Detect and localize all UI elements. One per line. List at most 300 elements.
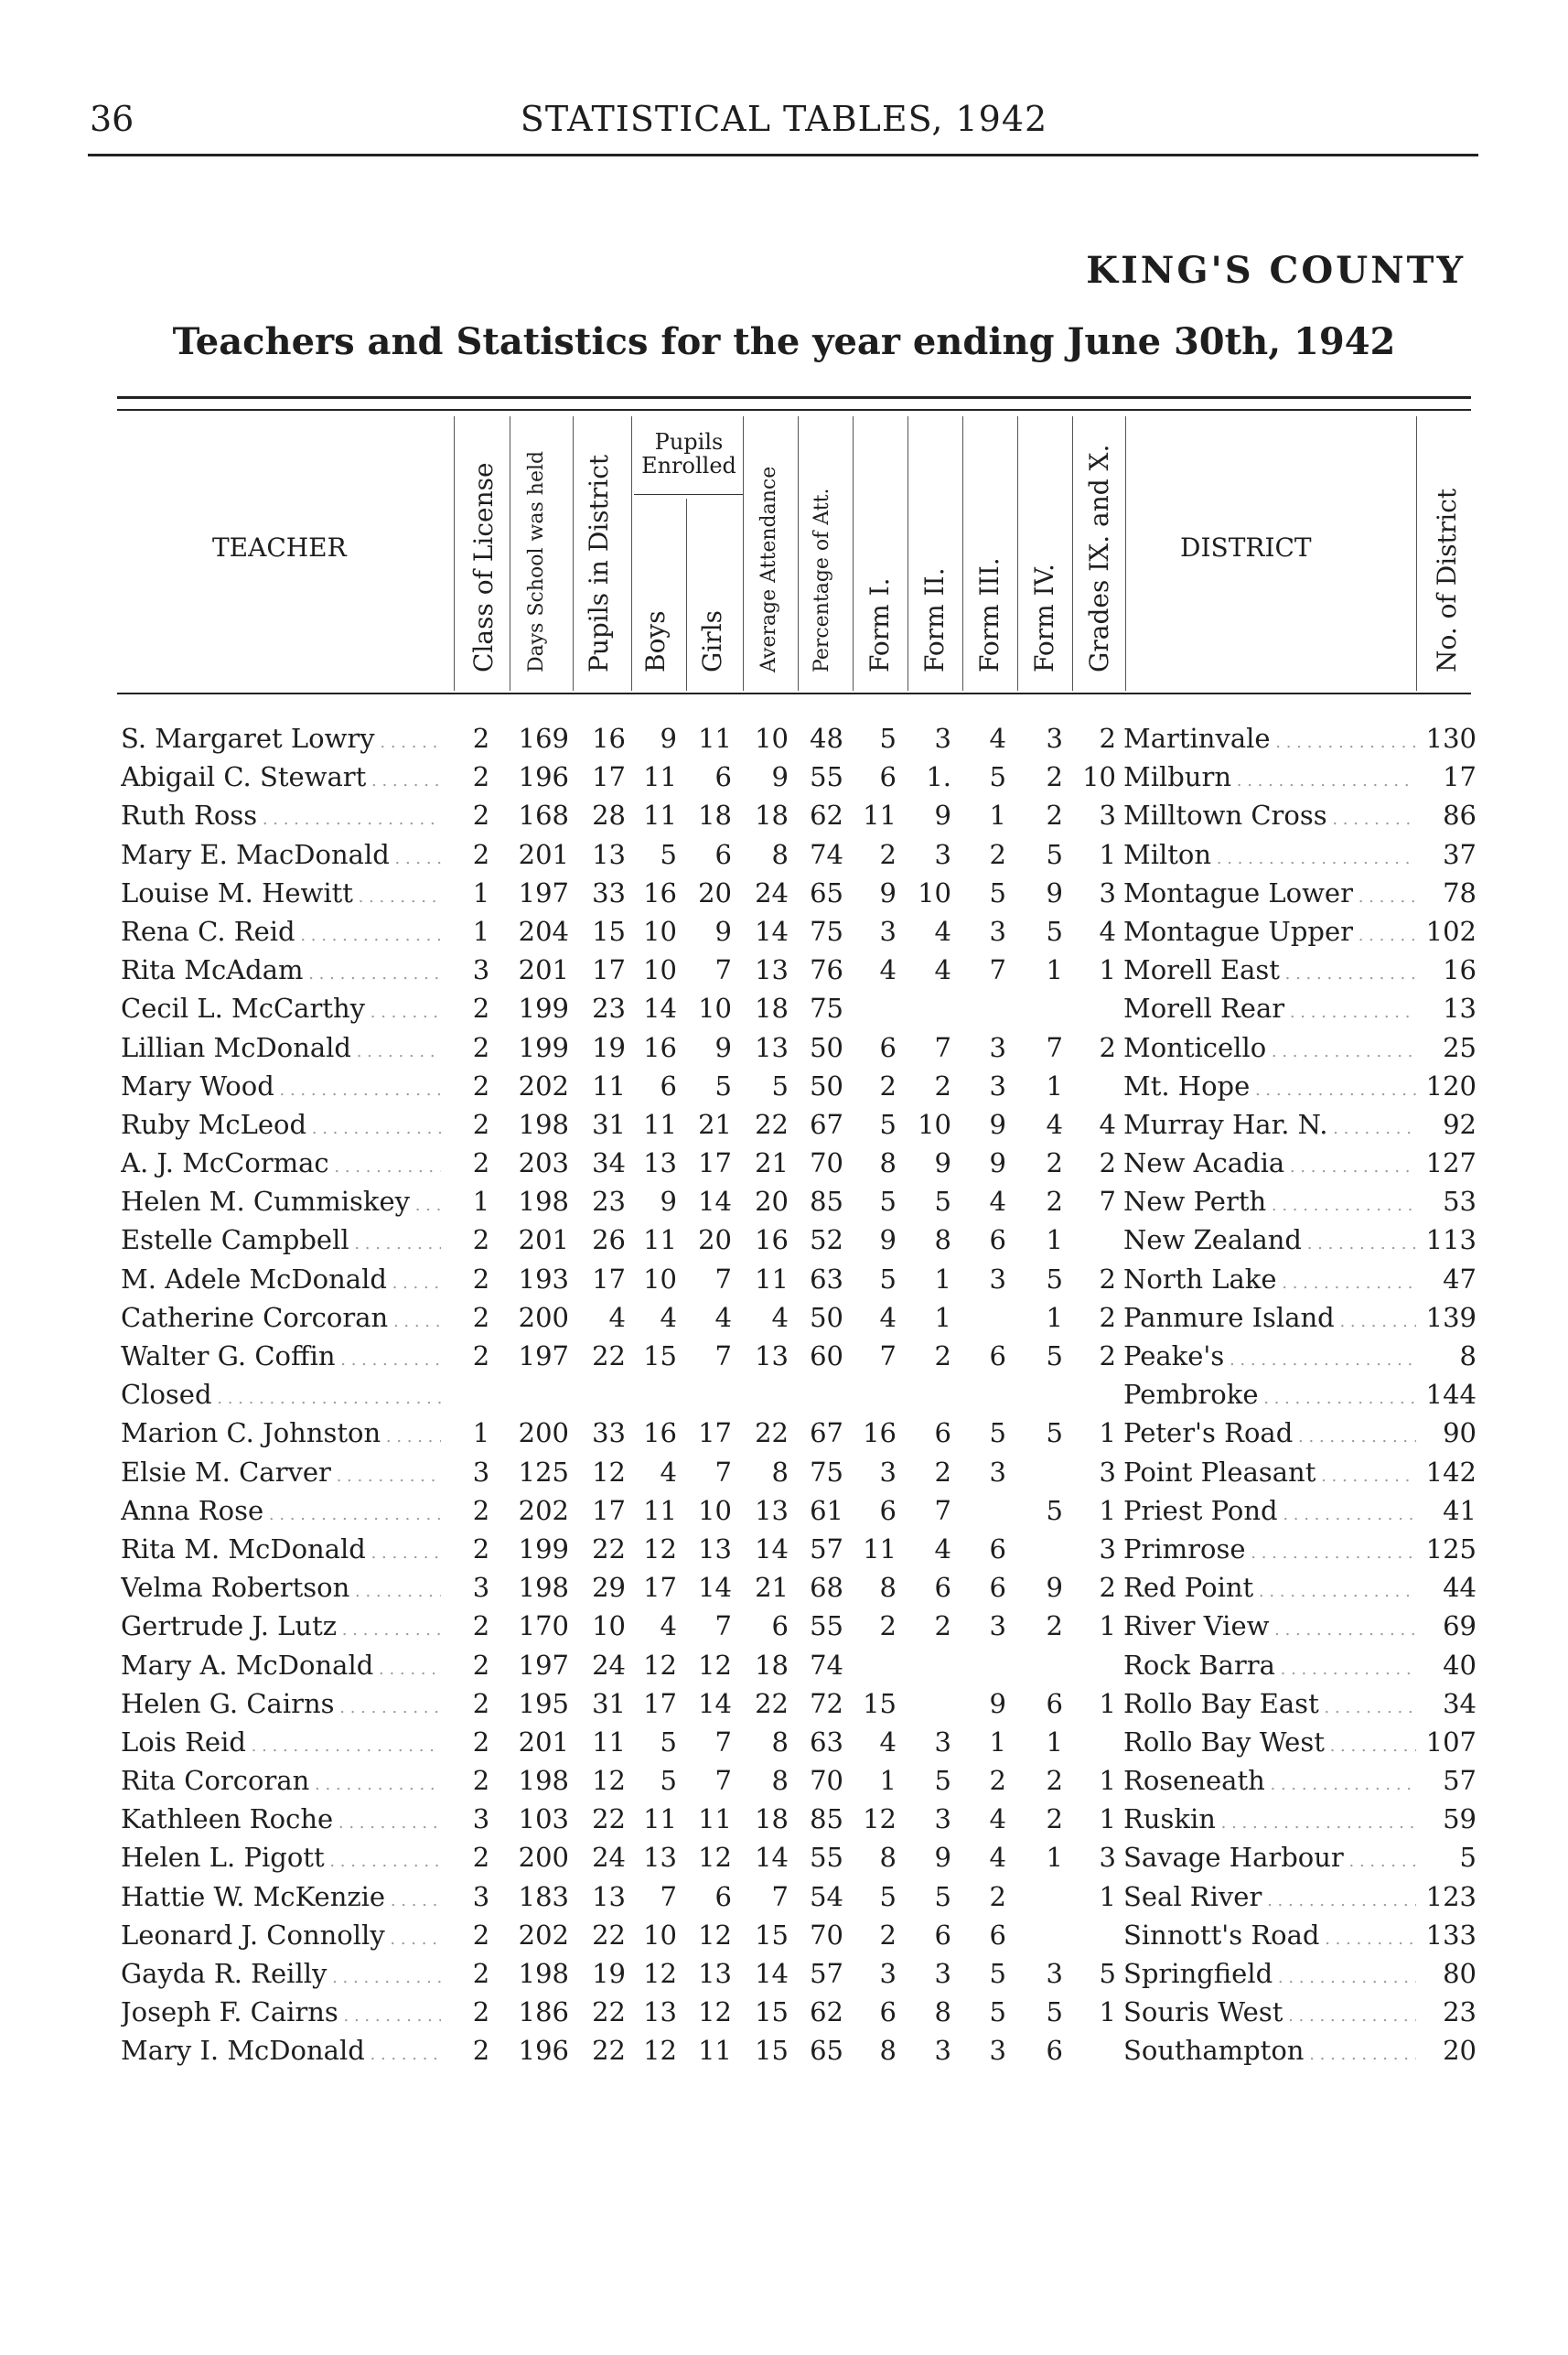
- girls-count: 10: [698, 993, 732, 1025]
- days-school-held: 198: [518, 1765, 569, 1797]
- days-school-held: 170: [518, 1610, 569, 1642]
- form3-count: 5: [989, 876, 1006, 909]
- girls-count: 7: [714, 1610, 732, 1642]
- teacher-name: Cecil L. McCarthy . . .: [121, 993, 441, 1024]
- class-of-license: 2: [472, 1919, 490, 1951]
- table-row: [0, 1995, 1568, 2033]
- girls-count: 7: [714, 1765, 732, 1797]
- pupils-in-district: 19: [592, 1031, 626, 1063]
- district-number: 107: [1425, 1726, 1477, 1758]
- table-row: [0, 1763, 1568, 1801]
- district-number: 53: [1443, 1186, 1477, 1218]
- boys-count: 17: [643, 1687, 677, 1719]
- form1-count: 3: [879, 1456, 897, 1488]
- table-row: [0, 759, 1568, 798]
- grades-9-10-count: 3: [1099, 1842, 1116, 1874]
- form2-count: 8: [934, 1224, 951, 1256]
- table-row: [0, 1648, 1568, 1686]
- pupils-in-district: 12: [592, 1765, 626, 1797]
- class-of-license: 2: [472, 1108, 490, 1140]
- average-attendance: 14: [755, 1958, 789, 1989]
- average-attendance: 22: [755, 1687, 789, 1719]
- boys-count: 13: [643, 1147, 677, 1179]
- average-attendance: 8: [771, 1765, 789, 1797]
- boys-count: 7: [660, 1880, 677, 1912]
- table-row: [0, 1184, 1568, 1222]
- district-name: Savage Harbour . . .: [1123, 1842, 1416, 1873]
- class-of-license: 2: [472, 1263, 490, 1295]
- form1-count: 3: [879, 1958, 897, 1989]
- form4-count: 5: [1046, 1494, 1063, 1526]
- pupils-in-district: 26: [592, 1224, 626, 1256]
- boys-count: 12: [643, 2035, 677, 2067]
- teacher-name: S. Margaret Lowry . . .: [121, 723, 441, 754]
- table-row: [0, 1377, 1568, 1415]
- boys-count: 10: [643, 1263, 677, 1295]
- form4-count: 5: [1046, 915, 1063, 947]
- table-row: [0, 798, 1568, 836]
- pupils-in-district: 23: [592, 993, 626, 1025]
- district-name: Ruskin . . .: [1123, 1803, 1416, 1834]
- average-attendance: 8: [771, 1456, 789, 1488]
- days-school-held: 197: [518, 1649, 569, 1681]
- table-row: [0, 2033, 1568, 2071]
- pupils-in-district: 4: [608, 1301, 626, 1333]
- percentage-attendance: 60: [810, 1340, 843, 1371]
- form1-count: 4: [879, 1726, 897, 1758]
- class-of-license: 1: [472, 876, 490, 909]
- district-number: 142: [1425, 1456, 1477, 1488]
- form4-header: Form IV.: [1029, 564, 1059, 672]
- table-row: [0, 1956, 1568, 1995]
- class-of-license: 2: [472, 723, 490, 754]
- table-top-rule-inner: [117, 409, 1471, 411]
- district-number: 25: [1443, 1031, 1477, 1063]
- pupils-in-district: 29: [592, 1572, 626, 1604]
- district-number: 127: [1425, 1147, 1477, 1179]
- column-divider: [853, 416, 854, 691]
- percentage-attendance: 63: [810, 1263, 843, 1295]
- form2-count: 5: [934, 1765, 951, 1797]
- grades-9-10-count: 1: [1099, 954, 1116, 986]
- days-school-held: 200: [518, 1417, 569, 1449]
- form4-count: 3: [1046, 723, 1063, 754]
- grades-9-10-count: 2: [1099, 1147, 1116, 1179]
- girls-header: Girls: [697, 609, 727, 672]
- column-divider: [1017, 416, 1018, 691]
- percentage-attendance: 57: [810, 1532, 843, 1565]
- girls-count: 10: [698, 1494, 732, 1526]
- girls-count: 12: [698, 1842, 732, 1874]
- district-number: 34: [1443, 1687, 1477, 1719]
- class-of-license: 2: [472, 1687, 490, 1719]
- grades-9-10-count: 3: [1099, 876, 1116, 909]
- district-name: Monticello . . .: [1123, 1032, 1416, 1063]
- district-name: Montague Lower . . .: [1123, 877, 1416, 909]
- girls-count: 20: [698, 1224, 732, 1256]
- teacher-name: Velma Robertson . . .: [121, 1572, 441, 1603]
- grades-9-10-count: 1: [1099, 1880, 1116, 1912]
- teacher-name: Lois Reid . . .: [121, 1726, 441, 1758]
- form3-count: 4: [989, 1842, 1006, 1874]
- table-row: [0, 1918, 1568, 1956]
- pupils-in-district: 33: [592, 876, 626, 909]
- form4-count: 1: [1046, 1301, 1063, 1333]
- form4-count: 1: [1046, 1842, 1063, 1874]
- form3-count: 5: [989, 761, 1006, 793]
- header-bottom-rule: [117, 693, 1471, 694]
- county-title: KING'S COUNTY: [1086, 249, 1466, 292]
- teacher-name: Mary E. MacDonald . . .: [121, 839, 441, 870]
- average-attendance: 14: [755, 915, 789, 947]
- form3-count: 6: [989, 1224, 1006, 1256]
- teacher-name: Gertrude J. Lutz . . .: [121, 1610, 441, 1641]
- form1-count: 5: [879, 723, 897, 754]
- pupils-in-district: 22: [592, 1532, 626, 1565]
- district-name: New Perth . . .: [1123, 1186, 1416, 1217]
- teacher-name: Rita McAdam . . .: [121, 954, 441, 985]
- class-of-license: 2: [472, 1301, 490, 1333]
- class-of-license: 2: [472, 1224, 490, 1256]
- boys-count: 6: [660, 1070, 677, 1102]
- form3-count: 4: [989, 1803, 1006, 1835]
- table-row: [0, 1030, 1568, 1069]
- form1-count: 6: [879, 1031, 897, 1063]
- days-school-held: 198: [518, 1958, 569, 1989]
- district-number: 78: [1443, 876, 1477, 909]
- teacher-name: M. Adele McDonald . . .: [121, 1264, 441, 1295]
- form1-count: 7: [879, 1340, 897, 1371]
- teacher-name: Hattie W. McKenzie . . .: [121, 1881, 441, 1912]
- form4-count: 1: [1046, 1726, 1063, 1758]
- percentage-attendance: 75: [810, 1456, 843, 1488]
- teacher-name: Joseph F. Cairns . . .: [121, 1996, 441, 2027]
- girls-count: 9: [714, 915, 732, 947]
- teacher-name: Helen G. Cairns . . .: [121, 1688, 441, 1719]
- class-of-license: 2: [472, 1765, 490, 1797]
- percentage-attendance: 85: [810, 1186, 843, 1218]
- form4-count: 2: [1046, 1186, 1063, 1218]
- class-of-license: 2: [472, 1610, 490, 1642]
- days-school-held: 201: [518, 838, 569, 870]
- pupils-in-district: 22: [592, 1996, 626, 2028]
- form4-count: 3: [1046, 1958, 1063, 1989]
- pupils-in-district: 23: [592, 1186, 626, 1218]
- average-attendance: 7: [771, 1880, 789, 1912]
- district-name: Peake's . . .: [1123, 1340, 1416, 1371]
- teacher-name: A. J. McCormac . . .: [121, 1147, 441, 1178]
- grades-9-10-count: 2: [1099, 1572, 1116, 1604]
- form2-count: 2: [934, 1456, 951, 1488]
- table-row: [0, 1570, 1568, 1608]
- boys-count: 4: [660, 1610, 677, 1642]
- average-attendance: 15: [755, 1996, 789, 2028]
- boys-count: 10: [643, 1919, 677, 1951]
- percentage-header: Percentage of Att.: [811, 488, 833, 672]
- teacher-name: Walter G. Coffin . . .: [121, 1340, 441, 1371]
- teacher-name: Mary A. McDonald . . .: [121, 1650, 441, 1681]
- girls-count: 14: [698, 1572, 732, 1604]
- form3-count: 6: [989, 1572, 1006, 1604]
- district-name: Seal River . . .: [1123, 1881, 1416, 1912]
- table-row: [0, 952, 1568, 991]
- days-school-held: 197: [518, 876, 569, 909]
- form3-count: 3: [989, 1031, 1006, 1063]
- grades-9-10-count: 2: [1099, 1340, 1116, 1371]
- girls-count: 6: [714, 838, 732, 870]
- teacher-name: Helen L. Pigott . . .: [121, 1842, 441, 1873]
- average-attendance: 13: [755, 1031, 789, 1063]
- table-row: [0, 1339, 1568, 1377]
- class-of-license: 2: [472, 993, 490, 1025]
- column-divider: [1125, 416, 1126, 691]
- district-number: 8: [1459, 1340, 1477, 1371]
- table-row: [0, 1840, 1568, 1878]
- class-of-license: 1: [472, 1186, 490, 1218]
- girls-count: 14: [698, 1687, 732, 1719]
- header-rule: [88, 154, 1478, 156]
- grades-9-10-count: 1: [1099, 1494, 1116, 1526]
- district-number: 133: [1425, 1919, 1477, 1951]
- form3-count: 3: [989, 1263, 1006, 1295]
- pupils-in-district: 22: [592, 2035, 626, 2067]
- district-number: 44: [1443, 1572, 1477, 1604]
- grades-9-10-count: 1: [1099, 1765, 1116, 1797]
- average-attendance: 4: [771, 1301, 789, 1333]
- form4-count: 2: [1046, 800, 1063, 832]
- form2-count: 8: [934, 1996, 951, 2028]
- form3-count: 6: [989, 1340, 1006, 1371]
- days-school-held: 196: [518, 2035, 569, 2067]
- district-name: Point Pleasant . . .: [1123, 1457, 1416, 1488]
- district-name: Mt. Hope . . .: [1123, 1070, 1416, 1102]
- teacher-name: Catherine Corcoran . . .: [121, 1302, 441, 1333]
- boys-count: 11: [643, 1803, 677, 1835]
- form1-count: 5: [879, 1186, 897, 1218]
- pupils-in-district: 34: [592, 1147, 626, 1179]
- table-row: [0, 1725, 1568, 1763]
- average-attendance: 21: [755, 1572, 789, 1604]
- form3-count: 4: [989, 723, 1006, 754]
- district-name: Priest Pond . . .: [1123, 1495, 1416, 1526]
- district-name: Rollo Bay East . . .: [1123, 1688, 1416, 1719]
- form1-count: 9: [879, 876, 897, 909]
- grades-9-10-count: 1: [1099, 1687, 1116, 1719]
- days-school-held: 125: [518, 1456, 569, 1488]
- pupils-enrolled-header: Pupils Enrolled: [641, 429, 736, 479]
- pupils-in-district: 13: [592, 838, 626, 870]
- pupils-in-district: 24: [592, 1649, 626, 1681]
- average-attendance: 20: [755, 1186, 789, 1218]
- percentage-attendance: 55: [810, 1610, 843, 1642]
- boys-count: 5: [660, 838, 677, 870]
- no-of-district-header: No. of District: [1432, 488, 1462, 672]
- district-number: 17: [1443, 761, 1477, 793]
- girls-count: 6: [714, 761, 732, 793]
- form2-count: 3: [934, 1958, 951, 1989]
- class-of-license: 3: [472, 1803, 490, 1835]
- form1-count: 5: [879, 1263, 897, 1295]
- boys-count: 5: [660, 1726, 677, 1758]
- district-number: 90: [1443, 1417, 1477, 1449]
- grades-9-10-count: 1: [1099, 1996, 1116, 2028]
- form4-count: 9: [1046, 876, 1063, 909]
- district-name: Springfield . . .: [1123, 1958, 1416, 1989]
- table-row: [0, 1608, 1568, 1647]
- form4-count: 6: [1046, 1687, 1063, 1719]
- form3-count: 1: [989, 800, 1006, 832]
- table-subtitle: Teachers and Statistics for the year ending June 30th, 1942: [172, 320, 1396, 363]
- boys-count: 13: [643, 1996, 677, 2028]
- district-number: 13: [1443, 993, 1477, 1025]
- class-of-license: 1: [472, 1417, 490, 1449]
- district-name: Milburn . . .: [1123, 761, 1416, 792]
- days-school-held: 204: [518, 915, 569, 947]
- form1-count: 6: [879, 1996, 897, 2028]
- table-row: [0, 1801, 1568, 1840]
- district-name: Morell East . . .: [1123, 954, 1416, 985]
- girls-count: 13: [698, 1958, 732, 1989]
- days-school-held: 186: [518, 1996, 569, 2028]
- grades-9-10-count: 4: [1099, 915, 1116, 947]
- boys-count: 11: [643, 800, 677, 832]
- pupils-in-district: 22: [592, 1919, 626, 1951]
- pupils-in-district: 16: [592, 723, 626, 754]
- class-of-license: 2: [472, 1031, 490, 1063]
- form2-count: 2: [934, 1070, 951, 1102]
- average-attendance: 15: [755, 2035, 789, 2067]
- teacher-name: Helen M. Cummiskey . . .: [121, 1186, 441, 1217]
- class-of-license: 2: [472, 1958, 490, 1989]
- average-attendance: 6: [771, 1610, 789, 1642]
- days-school-held: 201: [518, 1224, 569, 1256]
- pupils-in-district: 17: [592, 1494, 626, 1526]
- form2-count: 1.: [926, 761, 951, 793]
- teacher-name: Anna Rose . . .: [121, 1495, 441, 1526]
- form3-count: 4: [989, 1186, 1006, 1218]
- form2-count: 3: [934, 2035, 951, 2067]
- district-number: 37: [1443, 838, 1477, 870]
- form1-count: 6: [879, 761, 897, 793]
- form2-count: 3: [934, 1803, 951, 1835]
- district-number: 102: [1425, 915, 1477, 947]
- district-number: 123: [1425, 1880, 1477, 1912]
- percentage-attendance: 62: [810, 800, 843, 832]
- form4-count: 2: [1046, 1803, 1063, 1835]
- boys-count: 10: [643, 915, 677, 947]
- form1-count: 16: [863, 1417, 897, 1449]
- pupils-in-district: 31: [592, 1687, 626, 1719]
- form4-count: 7: [1046, 1031, 1063, 1063]
- form2-count: 2: [934, 1610, 951, 1642]
- form3-count: 2: [989, 1765, 1006, 1797]
- teacher-name: Ruby McLeod . . .: [121, 1109, 441, 1140]
- form3-count: 7: [989, 954, 1006, 986]
- days-school-held: 198: [518, 1108, 569, 1140]
- table-row: [0, 837, 1568, 876]
- running-title: STATISTICAL TABLES, 1942: [520, 99, 1048, 139]
- form4-count: 9: [1046, 1572, 1063, 1604]
- boys-count: 12: [643, 1532, 677, 1565]
- percentage-attendance: 72: [810, 1687, 843, 1719]
- percentage-attendance: 50: [810, 1301, 843, 1333]
- grades-9-10-count: 3: [1099, 1532, 1116, 1565]
- column-divider: [686, 499, 687, 691]
- boys-count: 11: [643, 1224, 677, 1256]
- table-row: [0, 1493, 1568, 1532]
- district-name: Montague Upper . . .: [1123, 916, 1416, 947]
- form2-count: 6: [934, 1919, 951, 1951]
- average-attendance: 18: [755, 1803, 789, 1835]
- girls-count: 13: [698, 1532, 732, 1565]
- percentage-attendance: 74: [810, 1649, 843, 1681]
- teacher-name: Estelle Campbell . . .: [121, 1224, 441, 1255]
- boys-count: 11: [643, 1494, 677, 1526]
- percentage-attendance: 70: [810, 1765, 843, 1797]
- boys-count: 4: [660, 1456, 677, 1488]
- district-number: 5: [1459, 1842, 1477, 1874]
- column-divider: [1416, 416, 1417, 691]
- girls-count: 7: [714, 1456, 732, 1488]
- average-attendance: 14: [755, 1532, 789, 1565]
- days-school-held: 198: [518, 1186, 569, 1218]
- average-attendance: 9: [771, 761, 789, 793]
- boys-count: 4: [660, 1301, 677, 1333]
- district-number: 80: [1443, 1958, 1477, 1989]
- form1-count: 6: [879, 1494, 897, 1526]
- district-number: 144: [1425, 1379, 1477, 1411]
- teacher-name: Lillian McDonald . . .: [121, 1032, 441, 1063]
- teacher-name: Leonard J. Connolly . . .: [121, 1919, 441, 1951]
- class-of-license: 2: [472, 1340, 490, 1371]
- girls-count: 21: [698, 1108, 732, 1140]
- table-row: [0, 1069, 1568, 1107]
- table-row: [0, 1415, 1568, 1454]
- boys-count: 15: [643, 1340, 677, 1371]
- form2-count: 2: [934, 1340, 951, 1371]
- percentage-attendance: 74: [810, 838, 843, 870]
- form2-count: 4: [934, 1532, 951, 1565]
- form3-count: 5: [989, 1958, 1006, 1989]
- percentage-attendance: 76: [810, 954, 843, 986]
- average-attendance: 10: [755, 723, 789, 754]
- district-name: New Zealand . . .: [1123, 1224, 1416, 1255]
- form4-count: 4: [1046, 1108, 1063, 1140]
- percentage-attendance: 68: [810, 1572, 843, 1604]
- class-of-license: 1: [472, 915, 490, 947]
- percentage-attendance: 55: [810, 761, 843, 793]
- form4-count: 5: [1046, 1996, 1063, 2028]
- form2-count: 6: [934, 1417, 951, 1449]
- district-name: Sinnott's Road . . .: [1123, 1919, 1416, 1951]
- percentage-attendance: 61: [810, 1494, 843, 1526]
- girls-count: 12: [698, 1919, 732, 1951]
- girls-count: 14: [698, 1186, 732, 1218]
- district-name: Milltown Cross . . .: [1123, 800, 1416, 831]
- form1-count: 8: [879, 2035, 897, 2067]
- teacher-name: Ruth Ross . . .: [121, 800, 441, 831]
- class-of-license: 3: [472, 954, 490, 986]
- teacher-name: Closed . . .: [121, 1379, 441, 1410]
- form1-count: 9: [879, 1224, 897, 1256]
- days-school-held: 169: [518, 723, 569, 754]
- average-attendance: 15: [755, 1919, 789, 1951]
- class-of-license: 2: [472, 838, 490, 870]
- percentage-attendance: 65: [810, 876, 843, 909]
- pupils-in-district: 31: [592, 1108, 626, 1140]
- girls-count: 7: [714, 1726, 732, 1758]
- boys-count: 13: [643, 1842, 677, 1874]
